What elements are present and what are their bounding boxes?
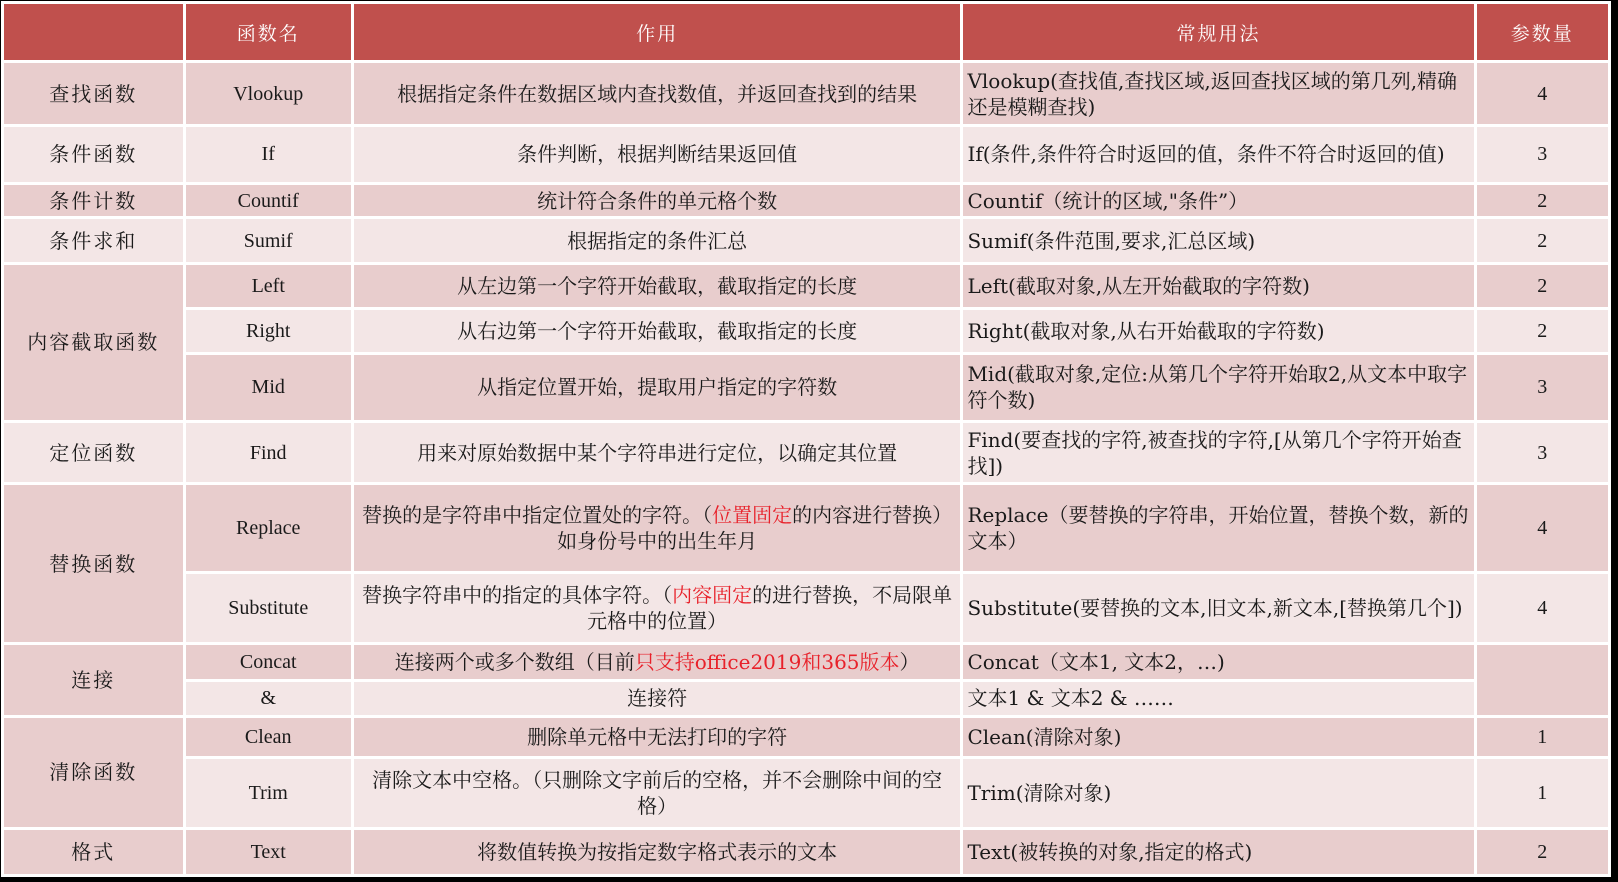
function-name-cell: Countif <box>186 185 351 217</box>
purpose-cell: 根据指定条件在数据区域内查找数值，并返回查找到的结果 <box>354 63 961 124</box>
category-cell: 内容截取函数 <box>4 265 183 421</box>
function-name-cell: & <box>186 682 351 716</box>
purpose-text: 替换字符串中的指定的具体字符。（ <box>362 583 673 608</box>
purpose-cell: 用来对原始数据中某个字符串进行定位，以确定其位置 <box>354 423 961 482</box>
usage-cell: Sumif(条件范围,要求,汇总区域) <box>963 219 1473 261</box>
usage-cell: Vlookup(查找值,查找区域,返回查找区域的第几列,精确还是模糊查找) <box>963 63 1473 124</box>
usage-cell: Trim(清除对象) <box>963 759 1473 826</box>
table-row <box>4 759 1608 826</box>
table-row <box>4 423 1608 482</box>
category-cell: 替换函数 <box>4 485 183 642</box>
category-cell: 定位函数 <box>4 423 183 482</box>
category-cell: 查找函数 <box>4 63 183 124</box>
function-name-cell: Trim <box>186 759 351 826</box>
usage-cell: Substitute(要替换的文本,旧文本,新文本,[替换第几个]) <box>963 574 1473 641</box>
table-row <box>4 830 1608 874</box>
param-count-cell: 2 <box>1477 265 1608 307</box>
table-row <box>4 63 1608 124</box>
header-usage: 常规用法 <box>963 4 1473 60</box>
purpose-text: 的进行替换，不局限单元格中的位置） <box>587 583 953 634</box>
header-purpose: 作用 <box>354 4 961 60</box>
usage-cell: Replace（要替换的字符串，开始位置，替换个数，新的文本） <box>963 485 1473 571</box>
table-row <box>4 310 1608 352</box>
usage-cell: Right(截取对象,从右开始截取的字符数) <box>963 310 1473 352</box>
purpose-cell: 统计符合条件的单元格个数 <box>354 185 961 217</box>
header-empty <box>4 4 183 60</box>
purpose-cell: 从指定位置开始，提取用户指定的字符数 <box>354 355 961 420</box>
purpose-cell: 从右边第一个字符开始截取，截取指定的长度 <box>354 310 961 352</box>
purpose-text: 替换的是字符串中指定位置处的字符。（ <box>362 503 713 528</box>
header-function-name: 函数名 <box>186 4 351 60</box>
function-name-cell: Right <box>186 310 351 352</box>
function-name-cell: Find <box>186 423 351 482</box>
function-name-cell: Sumif <box>186 219 351 261</box>
table-row <box>4 185 1608 217</box>
table-row <box>4 485 1608 571</box>
purpose-cell: 将数值转换为按指定数字格式表示的文本 <box>354 830 961 874</box>
usage-cell: Text(被转换的对象,指定的格式) <box>963 830 1473 874</box>
function-name-cell: Text <box>186 830 351 874</box>
highlight-text: 只支持office2019和365版本 <box>634 649 900 674</box>
purpose-cell: 条件判断，根据判断结果返回值 <box>354 127 961 182</box>
usage-cell: 文本1 & 文本2 & …… <box>963 682 1473 716</box>
function-name-cell: Vlookup <box>186 63 351 124</box>
table-row <box>4 355 1608 420</box>
param-count-cell: 3 <box>1477 127 1608 182</box>
table-row <box>4 718 1608 756</box>
param-count-cell: 1 <box>1477 759 1608 826</box>
usage-cell: Find(要查找的字符,被查找的字符,[从第几个字符开始查找]) <box>963 423 1473 482</box>
param-count-cell: 3 <box>1477 355 1608 420</box>
purpose-cell <box>354 645 961 679</box>
usage-cell: Left(截取对象,从左开始截取的字符数) <box>963 265 1473 307</box>
function-table <box>1 1 1611 877</box>
param-count-cell: 1 <box>1477 718 1608 756</box>
category-cell: 条件函数 <box>4 127 183 182</box>
param-count-cell: 2 <box>1477 219 1608 261</box>
usage-cell: Concat（文本1, 文本2，…) <box>963 645 1473 679</box>
category-cell: 条件计数 <box>4 185 183 217</box>
header-row <box>4 4 1608 60</box>
table-row <box>4 645 1608 679</box>
usage-cell: Mid(截取对象,定位:从第几个字符开始取2,从文本中取字符个数) <box>963 355 1473 420</box>
function-name-cell: Left <box>186 265 351 307</box>
function-name-cell: Clean <box>186 718 351 756</box>
highlight-text: 位置固定 <box>712 503 793 528</box>
table-row <box>4 219 1608 261</box>
purpose-text: ） <box>899 649 920 674</box>
purpose-cell: 根据指定的条件汇总 <box>354 219 961 261</box>
purpose-cell <box>354 485 961 571</box>
function-name-cell: Replace <box>186 485 351 571</box>
table-row <box>4 682 1608 716</box>
function-name-cell: If <box>186 127 351 182</box>
category-cell: 格式 <box>4 830 183 874</box>
category-cell: 清除函数 <box>4 718 183 826</box>
purpose-text: 连接两个或多个数组（目前 <box>394 649 635 674</box>
function-name-cell: Substitute <box>186 574 351 641</box>
param-count-cell: 2 <box>1477 185 1608 217</box>
category-cell: 连接 <box>4 645 183 715</box>
param-count-cell: 4 <box>1477 574 1608 641</box>
usage-cell: Countif（统计的区域,"条件”） <box>963 185 1473 217</box>
function-name-cell: Mid <box>186 355 351 420</box>
category-cell: 条件求和 <box>4 219 183 261</box>
purpose-cell: 清除文本中空格。（只删除文字前后的空格，并不会删除中间的空格） <box>354 759 961 826</box>
purpose-cell: 删除单元格中无法打印的字符 <box>354 718 961 756</box>
highlight-text: 内容固定 <box>672 583 753 608</box>
param-count-cell <box>1477 645 1608 715</box>
table-row <box>4 265 1608 307</box>
table-row <box>4 127 1608 182</box>
param-count-cell: 4 <box>1477 63 1608 124</box>
param-count-cell: 3 <box>1477 423 1608 482</box>
table-row <box>4 574 1608 641</box>
usage-cell: If(条件,条件符合时返回的值，条件不符合时返回的值) <box>963 127 1473 182</box>
param-count-cell: 4 <box>1477 485 1608 571</box>
function-name-cell: Concat <box>186 645 351 679</box>
purpose-cell: 从左边第一个字符开始截取，截取指定的长度 <box>354 265 961 307</box>
purpose-cell: 连接符 <box>354 682 961 716</box>
purpose-cell <box>354 574 961 641</box>
param-count-cell: 2 <box>1477 310 1608 352</box>
param-count-cell: 2 <box>1477 830 1608 874</box>
header-param-count: 参数量 <box>1477 4 1608 60</box>
purpose-text: 的内容进行替换）如身份号中的出生年月 <box>557 503 953 554</box>
usage-cell: Clean(清除对象) <box>963 718 1473 756</box>
